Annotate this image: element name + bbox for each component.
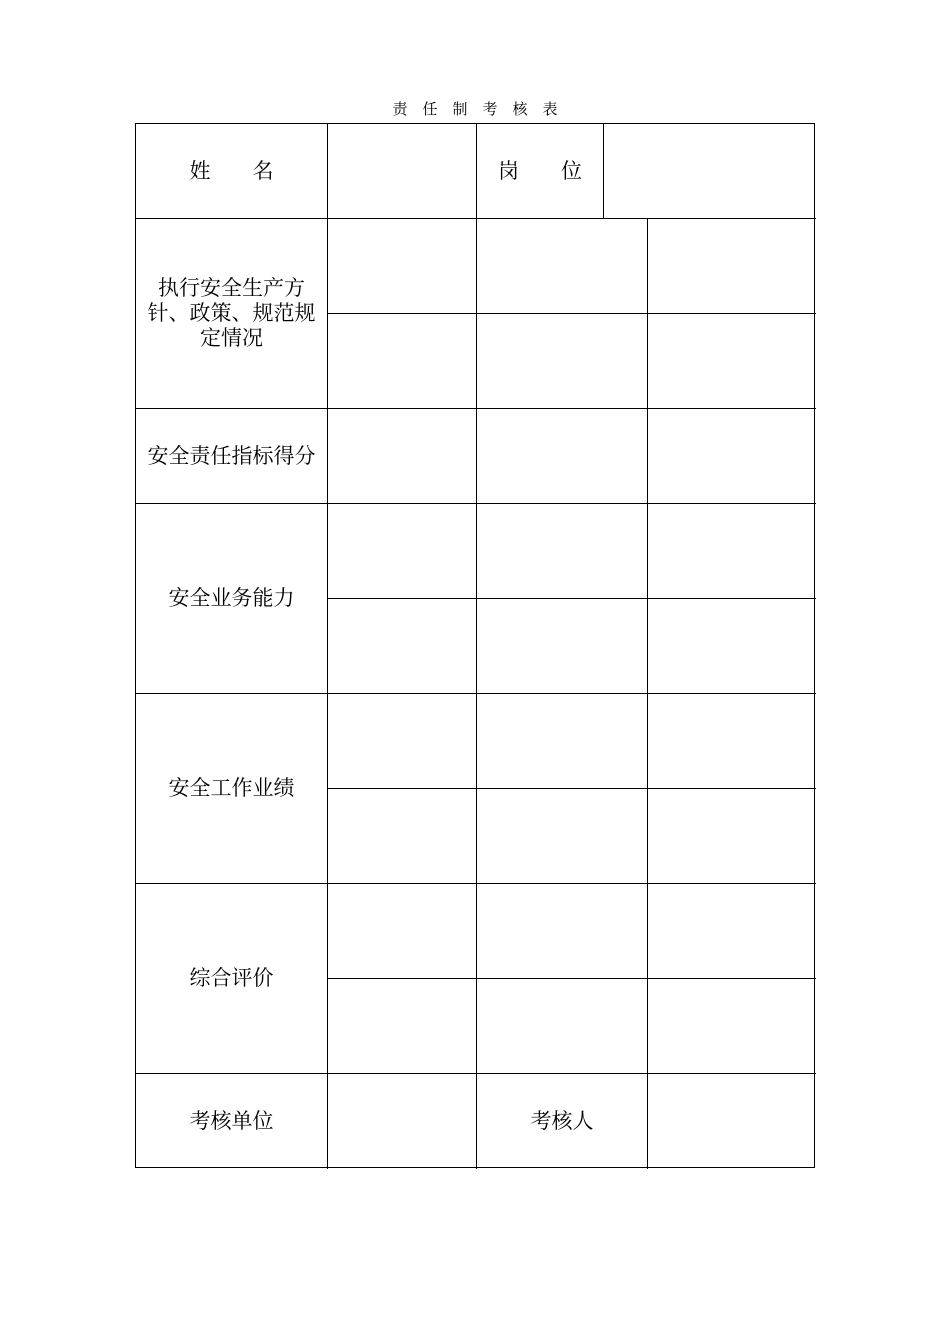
column-divider — [647, 219, 648, 1169]
column-divider — [476, 124, 477, 1169]
section-label: 综合评价 — [189, 966, 274, 990]
section-label: 安全工作业绩 — [168, 776, 295, 800]
column-divider — [327, 124, 328, 1169]
form-title: 责任制考核表 — [392, 100, 573, 118]
assessment-unit-field[interactable] — [328, 1074, 476, 1168]
name-label: 姓 名 — [189, 158, 274, 183]
row-divider — [328, 788, 816, 789]
assessment-form-table — [135, 123, 815, 1168]
assessor-field[interactable] — [648, 1074, 814, 1168]
name-field[interactable] — [328, 124, 476, 218]
position-field[interactable] — [604, 124, 814, 218]
row-divider — [328, 978, 816, 979]
section-label: 安全责任指标得分 — [147, 443, 316, 468]
row-divider — [328, 313, 816, 314]
assessment-unit-label: 考核单位 — [189, 1108, 274, 1133]
assessor-label: 考核人 — [530, 1108, 594, 1133]
section-label: 安全业务能力 — [168, 586, 295, 610]
section-label: 执行安全生产方针、政策、规范规定情况 — [147, 276, 316, 350]
position-label: 岗 位 — [498, 158, 582, 183]
row-divider — [328, 598, 816, 599]
